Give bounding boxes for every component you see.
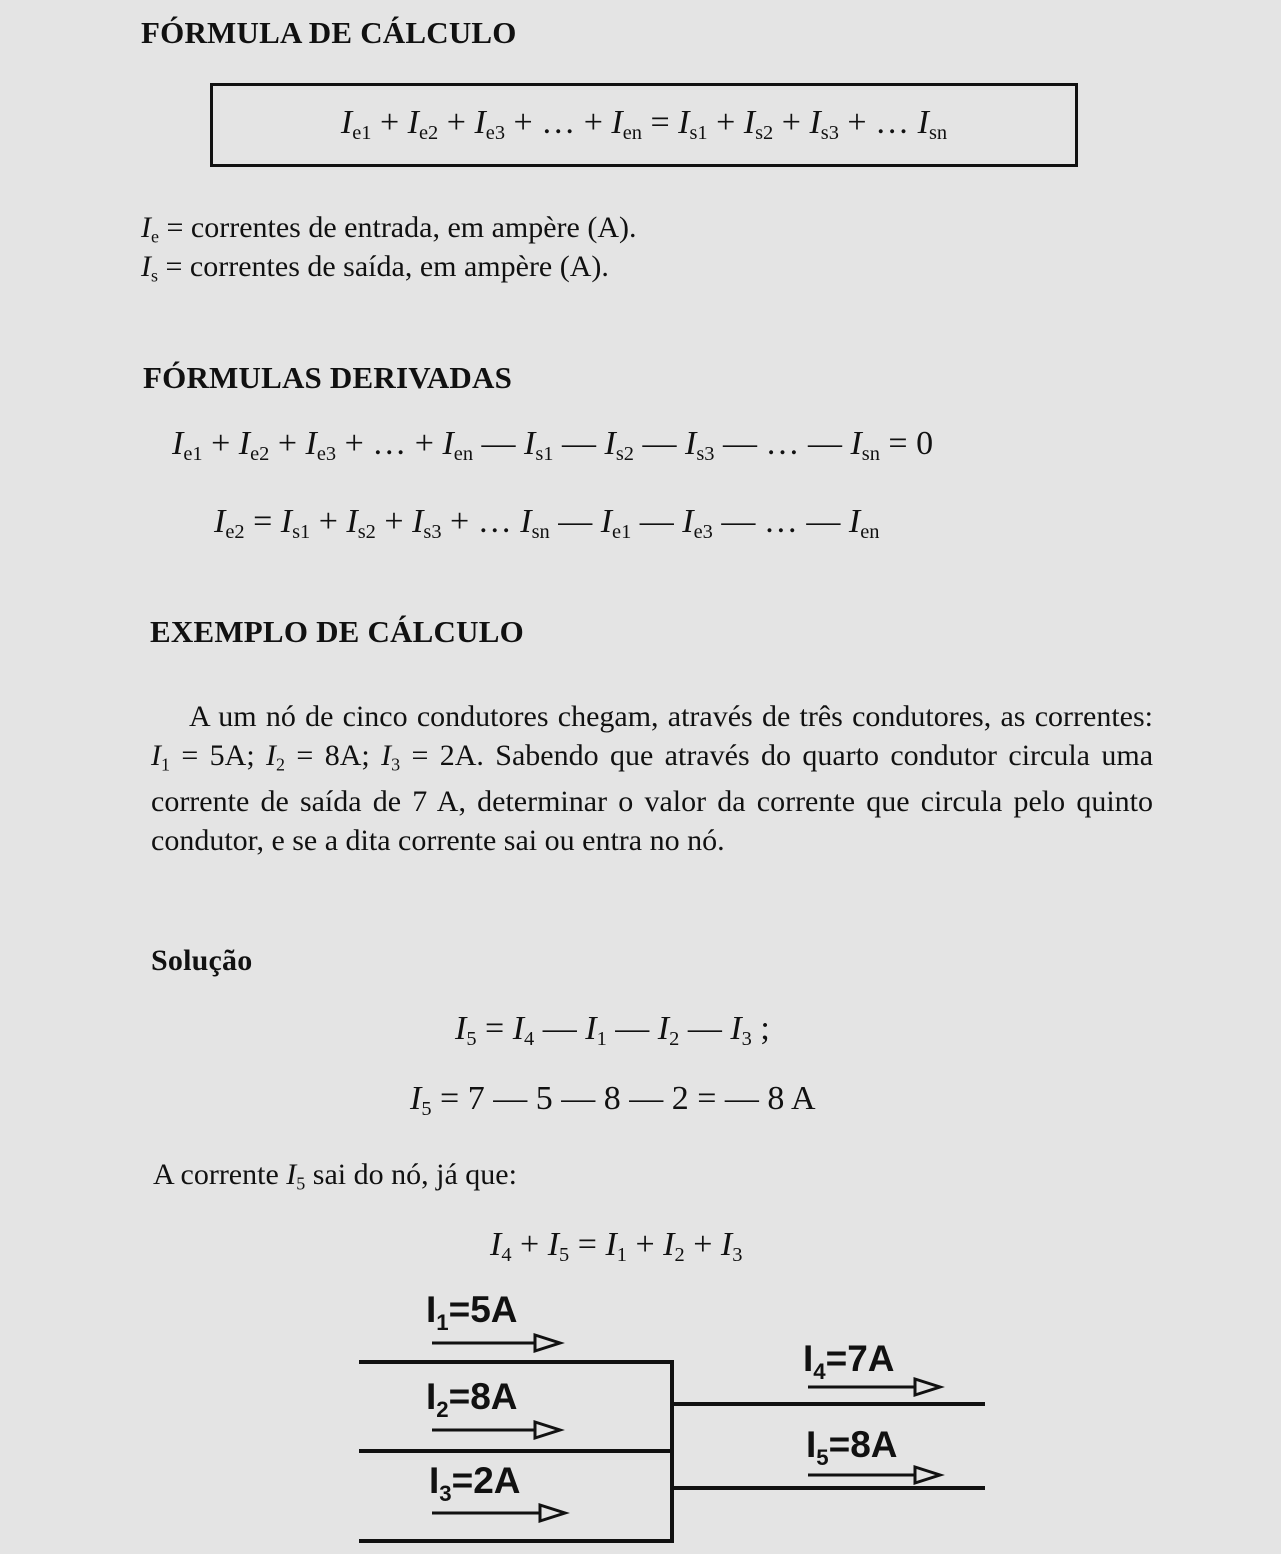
current-symbol: I [172,425,184,462]
current-subscript: s2 [615,443,634,466]
operator: = [476,1010,513,1047]
current-symbol: I [809,104,821,142]
operator: — [679,1010,731,1047]
operator: — [553,425,605,462]
current-subscript: s3 [696,443,715,466]
operator: = [569,1226,606,1263]
current-subscript: 3 [741,1028,752,1051]
current-symbol: I [141,250,151,283]
current-symbol: I [286,1158,297,1191]
current-subscript: 3 [391,753,401,774]
current-symbol: I [720,1226,733,1263]
current-symbol: I [547,1226,560,1263]
current-subscript: 5 [296,1173,306,1194]
label-i1: $I_1=5A$ [426,1289,518,1335]
operator: = [244,503,281,540]
current-subscript: s2 [755,122,774,145]
operator: + [773,104,810,142]
current-subscript: sn [531,521,550,544]
current-symbol: I [850,425,862,462]
heading-derived: FÓRMULAS DERIVADAS [143,360,513,395]
current-value: = 2A. [400,738,484,772]
operator: — [534,1010,586,1047]
operator: — [473,425,525,462]
current-subscript: 2 [669,1028,680,1051]
current-symbol: I [474,104,486,142]
current-subscript: e2 [419,122,439,145]
current-subscript: 4 [501,1244,512,1267]
arrow-i3 [432,1505,565,1521]
current-symbol: I [524,425,536,462]
current-symbol: I [682,503,694,540]
current-subscript: 1 [596,1028,607,1051]
current-subscript: s3 [423,521,442,544]
operator: + [684,1226,721,1263]
operator: — [631,503,683,540]
definition-text: = correntes de saída, em ampère (A). [158,250,609,283]
current-subscript: en [860,521,880,544]
arrow-i2 [432,1422,560,1438]
current-subscript: 1 [161,753,170,774]
current-symbol: I [141,211,151,244]
arrow-i1 [432,1335,560,1351]
current-subscript: 5 [559,1244,570,1267]
conclusion-after: sai do nó, já que: [312,1158,517,1191]
equals-sign: = [641,104,679,142]
current-subscript: e2 [225,521,245,544]
operator: + … + [505,104,612,142]
current-subscript: e [151,226,159,247]
operator: ; [751,1010,779,1047]
operator: = 7 — 5 — 8 — 2 = — 8 A [431,1080,823,1117]
current-subscript: 2 [276,753,286,774]
current-subscript: e3 [485,122,506,145]
current-symbol: I [917,104,929,142]
current-symbol: I [490,1226,502,1263]
current-symbol: I [743,104,756,142]
current-symbol: I [684,425,697,462]
current-symbol: I [407,104,419,142]
current-subscript: 5 [466,1028,477,1051]
current-subscript: s2 [357,521,376,544]
label-i2: $I_2=8A$ [426,1376,518,1422]
current-subscript: s1 [535,443,554,466]
operator: = 0 [879,425,942,462]
current-subscript: sn [928,122,948,145]
current-symbol: I [848,503,861,540]
current-subscript: e2 [250,443,270,466]
example-text-2: Sabendo que através do quarto condutor circula uma corrente de saída de 7 A, determinar o valor da corrente que circula pelo quinto condutor, e se a dita corrente sai ou entra no nó. [151,738,1154,857]
current-symbol: I [305,425,317,462]
current-symbol: I [410,1080,422,1117]
conclusion-before: A corrente [153,1158,279,1191]
current-subscript: sn [861,443,880,466]
current-symbol: I [346,503,358,540]
current-symbol: I [512,1010,525,1047]
current-symbol: I [663,1226,675,1263]
current-subscript: en [453,443,474,466]
operator: — [606,1010,658,1047]
operator: — [549,503,601,540]
current-symbol: I [585,1010,597,1047]
current-symbol: I [280,503,293,540]
heading-solution: Solução [151,944,253,977]
current-symbol: I [214,503,226,540]
current-value: = 5A; [170,738,267,772]
current-symbol: I [442,425,454,462]
operator: — … — [714,425,851,462]
current-symbol: I [381,738,392,772]
current-symbol: I [657,1010,670,1047]
heading-formula: FÓRMULA DE CÁLCULO [141,15,517,50]
definition-text: = correntes de entrada, em ampère (A). [159,211,637,244]
current-subscript: e1 [612,521,632,544]
current-symbol: I [605,1226,617,1263]
current-symbol: I [678,104,690,142]
operator: + … [838,104,918,142]
label-i3: $I_3=2A$ [429,1460,521,1506]
operator: + [626,1226,664,1263]
operator: + [202,425,239,462]
current-value: = 8A; [285,738,382,772]
current-subscript: e1 [183,443,203,466]
current-subscript: 3 [732,1244,743,1267]
operator: + [511,1226,548,1263]
heading-example: EXEMPLO DE CÁLCULO [150,614,524,649]
current-symbol: I [412,503,424,540]
operator: + … [441,503,521,540]
operator: + [438,104,475,142]
current-subscript: 4 [524,1028,535,1051]
label-i4: $I_4=7A$ [803,1338,895,1384]
operator: + [310,503,347,540]
current-subscript: 5 [421,1098,432,1121]
current-symbol: I [600,503,613,540]
current-subscript: s1 [292,521,311,544]
current-symbol: I [611,104,623,142]
operator: + … + [336,425,443,462]
label-i5: $I_5=8A$ [806,1424,898,1470]
current-subscript: 2 [674,1244,685,1267]
example-text-1: A um nó de cinco condutores chegam, através de três condutores, as correntes: [189,700,1153,733]
current-subscript: s3 [820,122,839,145]
current-symbol: I [340,104,353,142]
current-subscript: e3 [693,521,713,544]
current-symbol: I [151,738,161,772]
operator: — [633,425,685,462]
current-symbol: I [266,738,277,772]
current-subscript: 1 [616,1244,627,1267]
operator: + [707,104,744,142]
current-subscript: s1 [689,122,708,145]
current-symbol: I [455,1010,467,1047]
current-subscript: e1 [352,122,372,145]
current-symbol: I [604,425,616,462]
current-subscript: en [622,122,642,145]
current-symbol: I [238,425,251,462]
operator: + [375,503,413,540]
current-subscript: s [151,265,159,286]
current-symbol: I [730,1010,742,1047]
current-symbol: I [520,503,532,540]
operator: — … — [712,503,849,540]
operator: + [371,104,408,142]
current-subscript: e3 [316,443,337,466]
operator: + [269,425,306,462]
